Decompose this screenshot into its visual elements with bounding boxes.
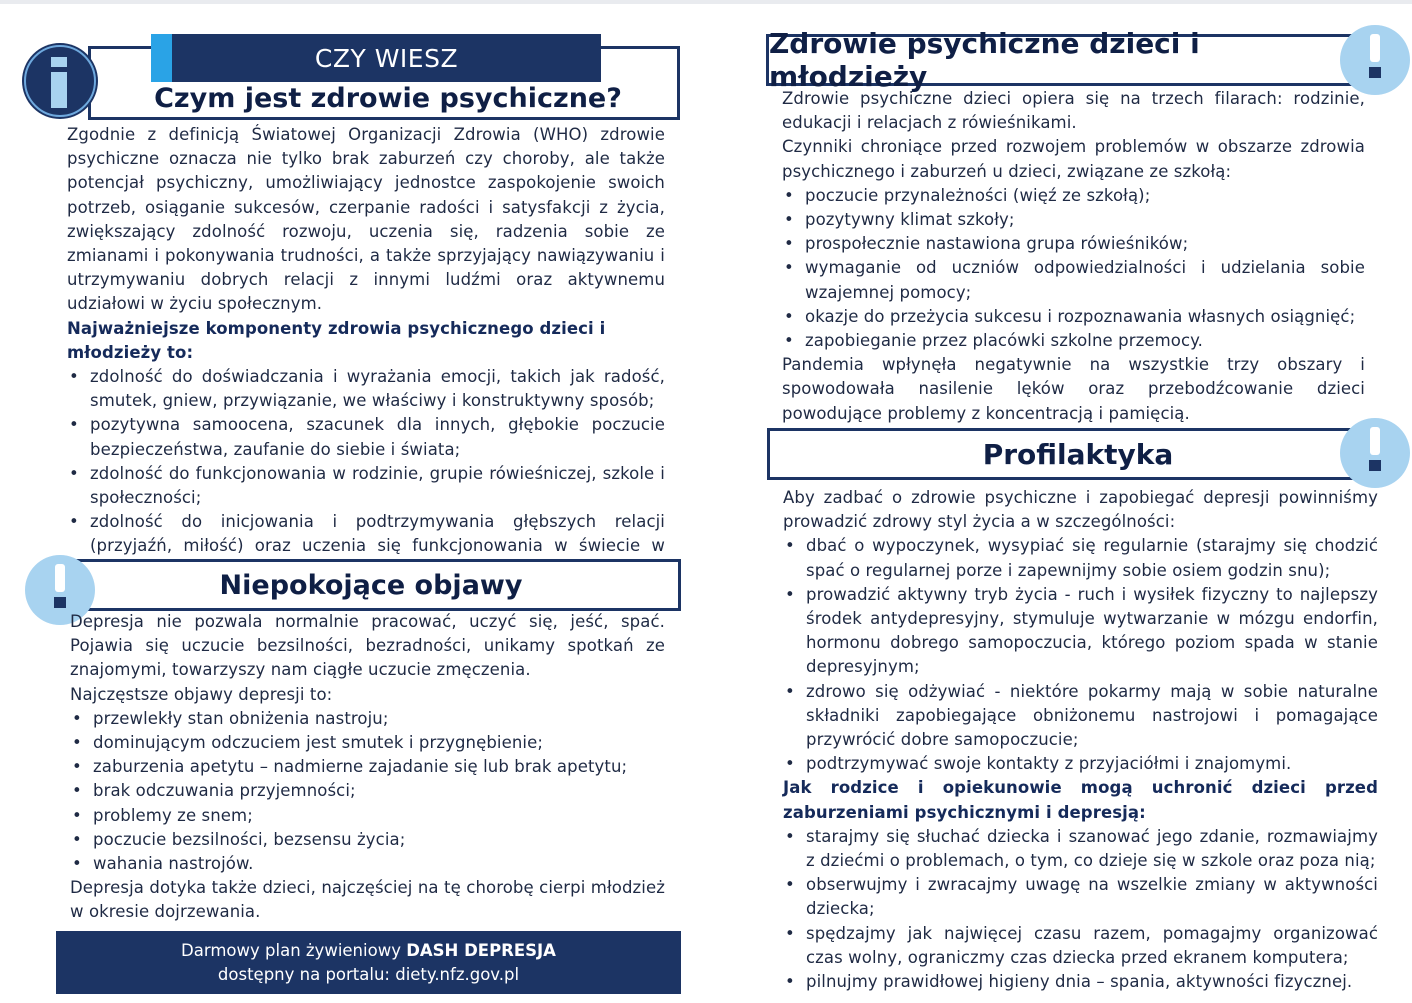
list-item: • poczucie przynależności (więź ze szkołą);	[782, 184, 1365, 208]
dash-banner	[56, 931, 681, 994]
whatis-body	[67, 123, 665, 583]
list-item: • zdrowo się odżywiać - niektóre pokarmy mają w sobie naturalne składniki zapobiegające obniżonemu nastrojowi i pomagające przywrócić dobre samopoczucie;	[783, 680, 1378, 753]
exclamation-icon	[1340, 418, 1410, 488]
youth-paragraph-2: Czynniki chroniące przed rozwojem problemów w obszarze zdrowia psychicznego i zaburzeń u dzieci, związane ze szkołą:	[782, 137, 1365, 181]
prevention-alert-circle	[1340, 418, 1410, 488]
list-item: • starajmy się słuchać dziecka i szanować jego zdanie, rozmawiajmy z dziećmi o problemach, o tym, co dzieje się w szkole oraz poza nią;	[783, 825, 1378, 873]
symptoms-body	[70, 610, 665, 925]
list-item: • pozytywna samoocena, szacunek dla innych, głębokie poczucie bezpieczeństwa, zaufanie do siebie i świata;	[67, 413, 665, 461]
list-item: • poczucie bezsilności, bezsensu życia;	[70, 828, 665, 852]
prevention-list	[783, 534, 1378, 776]
banner-prefix: Darmowy plan żywieniowy	[181, 941, 407, 960]
whatis-header	[30, 34, 682, 124]
list-item: • przewlekły stan obniżenia nastroju;	[70, 707, 665, 731]
list-item: • zapobieganie przez placówki szkolne przemocy.	[782, 329, 1365, 353]
list-item: • zdolność do funkcjonowania w rodzinie, grupie rówieśniczej, szkole i społeczności;	[67, 462, 665, 510]
list-item: • wymaganie od uczniów odpowiedzialności i udzielania sobie wzajemnej pomocy;	[782, 256, 1365, 304]
list-item: • wahania nastrojów.	[70, 852, 665, 876]
list-item: • zaburzenia apetytu – nadmierne zajadanie się lub brak apetytu;	[70, 755, 665, 779]
list-item: • okazje do przeżycia sukcesu i rozpoznawania własnych osiągnięć;	[782, 305, 1365, 329]
parents-list	[783, 825, 1378, 994]
whatis-intro: Zgodnie z definicją Światowej Organizacji Zdrowia (WHO) zdrowie psychiczne oznacza nie tylko brak zaburzeń czy choroby, ale także potencjał psychiczny, umożliwiający jednostce zaspokojenie swoich potrzeb, osiąganie sukcesów, czerpanie radości i satysfakcji z życia, zwiększający zdolność rozwoju, uczenia się, radzenia sobie ze zmianami i pokonywania trudności, a także sprzyjający nawiązywaniu i utrzymywaniu dobrych relacji z innymi ludźmi oraz aktywnemu udziałowi w życiu społecznym.	[67, 125, 665, 314]
badge-accent	[151, 34, 172, 82]
youth-list	[782, 184, 1365, 353]
youth-paragraph-1: Zdrowie psychiczne dzieci opiera się na trzech filarach: rodzinie, edukacji i relacjach z rówieśnikami.	[782, 89, 1365, 133]
list-item: • spędzajmy jak najwięcej czasu razem, pomagajmy organizować czas wolny, ograniczmy czas dziecka przed ekranem komputera;	[783, 922, 1378, 970]
youth-alert-circle	[1340, 25, 1410, 95]
prevention-body	[783, 486, 1378, 994]
list-item: • pilnujmy prawidłowej higieny dnia – spania, aktywności fizycznej.	[783, 970, 1378, 994]
list-item: • zdolność do inicjowania i podtrzymywania głębszych relacji (przyjaźń, miłość) oraz uczenia się funkcjonowania w świecie w	[67, 510, 665, 583]
youth-title: Zdrowie psychiczne dzieci i młodzieży	[769, 27, 1200, 93]
symptoms-intro: Depresja nie pozwala normalnie pracować, uczyć się, jeść, spać. Pojawia się uczucie bezsilności, bezradności, unikamy spotkań ze znajomymi, towarzyszy nam ciągłe uczucie zmęczenia.	[70, 612, 665, 680]
prevention-intro: Aby zadbać o zdrowie psychiczne i zapobiegać depresji powinniśmy prowadzić zdrowy styl życia a w szczególności:	[783, 488, 1378, 532]
top-divider	[0, 0, 1412, 4]
list-item: • dominującym odczuciem jest smutek i przygnębienie;	[70, 731, 665, 755]
list-item: • podtrzymywać swoje kontakty z przyjaciółmi i znajomymi.	[783, 752, 1378, 776]
components-heading: Najważniejsze komponenty zdrowia psychicznego dzieci i młodzieży to:	[67, 318, 606, 362]
youth-body	[782, 87, 1365, 426]
components-list	[67, 365, 665, 583]
parents-heading: Jak rodzice i opiekunowie mogą uchronić dzieci przed zaburzeniami psychicznymi i depresją:	[783, 778, 1378, 822]
list-item: • brak odczuwania przyjemności;	[70, 779, 665, 803]
info-icon	[22, 43, 98, 119]
exclamation-icon	[1340, 25, 1410, 95]
banner-line-2: dostępny na portalu: diety.nfz.gov.pl	[217, 965, 520, 984]
list-item: • prowadzić aktywny tryb życia - ruch i wysiłek fizyczny to najlepszy środek antydepresyjny, stymuluje wytwarzanie w mózgu endorfin, hormonu dobrego samopoczucia, którego poziom spada w stanie depresyjnym;	[783, 583, 1378, 680]
list-item: • pozytywny klimat szkoły;	[782, 208, 1365, 232]
list-item: • obserwujmy i zwracajmy uwagę na wszelkie zmiany w aktywności dziecka;	[783, 873, 1378, 921]
czy-wiesz-badge	[151, 34, 601, 82]
info-circle	[22, 43, 98, 119]
list-item: • problemy ze snem;	[70, 804, 665, 828]
symptoms-heading: Najczęstsze objawy depresji to:	[70, 684, 333, 704]
youth-title-box	[766, 27, 1389, 93]
whatis-title: Czym jest zdrowie psychiczne?	[154, 83, 622, 114]
list-item: • zdolność do doświadczania i wyrażania emocji, takich jak radość, smutek, gniew, przywiązanie, we właściwy i konstruktywny sposób;	[67, 365, 665, 413]
symptoms-list	[70, 707, 665, 876]
badge-label: CZY WIESZ	[314, 43, 459, 73]
symptoms-outro: Depresja dotyka także dzieci, najczęściej na tę chorobę cierpi młodzież w okresie dojrzewania.	[70, 878, 665, 922]
banner-line-1	[56, 939, 681, 963]
symptoms-title: Niepokojące objawy	[219, 569, 523, 601]
list-item: • dbać o wypoczynek, wysypiać się regularnie (starajmy się chodzić spać o regularnej porze i zapewnijmy sobie osiem godzin snu);	[783, 534, 1378, 582]
prevention-title: Profilaktyka	[982, 437, 1174, 471]
symptoms-title-box	[57, 559, 681, 611]
youth-paragraph-3: Pandemia wpłynęła negatywnie na wszystkie trzy obszary i spowodowała nasilenie lęków oraz przebodźcowanie dzieci powodujące problemy z koncentracją i pamięcią.	[782, 355, 1365, 423]
banner-plan-name: DASH DEPRESJA	[406, 941, 556, 960]
list-item: • prospołecznie nastawiona grupa rówieśników;	[782, 232, 1365, 256]
prevention-title-box	[767, 428, 1389, 480]
